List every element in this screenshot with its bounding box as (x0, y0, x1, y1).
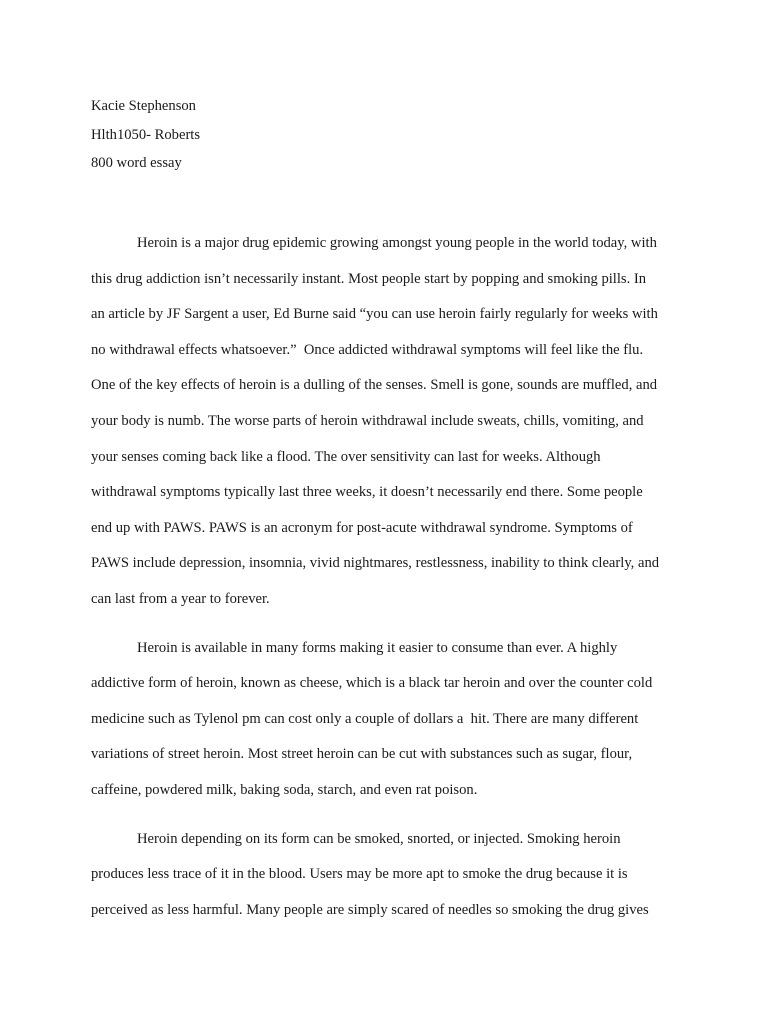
text-line: One of the key effects of heroin is a dulling of the senses. Smell is gone, sounds are muffled, and (91, 377, 658, 394)
text-line: Heroin is a major drug epidemic growing amongst young people in the world today, with (137, 235, 657, 251)
paragraph-1 (91, 233, 681, 625)
text-line: end up with PAWS. PAWS is an acronym for post-acute withdrawal syndrome. Symptoms of (91, 519, 633, 536)
text-line: Heroin is available in many forms making it easier to consume than ever. A highly (137, 639, 618, 656)
assignment-title: 800 word essay (91, 155, 182, 172)
text-line: medicine such as Tylenol pm can cost only a couple of dollars a hit. There are many different (91, 710, 639, 727)
text-line: variations of street heroin. Most street heroin can be cut with substances such as sugar, flour, (91, 746, 633, 763)
text-line: caffeine, powdered milk, baking soda, starch, and even rat poison. (91, 781, 478, 798)
text-line: Heroin depending on its form can be smoked, snorted, or injected. Smoking heroin (137, 830, 621, 847)
text-line: your senses coming back like a flood. The over sensitivity can last for weeks. Although (91, 448, 601, 465)
paragraph-3 (91, 829, 681, 936)
paragraph-2 (91, 638, 681, 816)
text-line: this drug addiction isn’t necessarily instant. Most people start by popping and smoking pills. In (91, 270, 647, 287)
text-line: your body is numb. The worse parts of heroin withdrawal include sweats, chills, vomiting, and (91, 412, 644, 429)
essay-body (91, 233, 681, 948)
essay-header (91, 92, 200, 178)
course-name: Hlth1050- Roberts (91, 126, 201, 143)
text-line: PAWS include depression, insomnia, vivid nightmares, restlessness, inability to think clearly, and (91, 555, 660, 572)
text-line: an article by JF Sargent a user, Ed Burne said “you can use heroin fairly regularly for weeks with (91, 306, 658, 323)
text-line: withdrawal symptoms typically last three weeks, it doesn’t necessarily end there. Some people (91, 484, 643, 501)
text-line: can last from a year to forever. (91, 590, 270, 607)
author-name: Kacie Stephenson (91, 98, 196, 114)
text-line: perceived as less harmful. Many people are simply scared of needles so smoking the drug gives (91, 901, 649, 918)
text-line: addictive form of heroin, known as cheese, which is a black tar heroin and over the counter cold (91, 675, 653, 692)
text-line: no withdrawal effects whatsoever.” Once addicted withdrawal symptoms will feel like the flu. (91, 341, 644, 358)
text-line: produces less trace of it in the blood. Users may be more apt to smoke the drug because it is (91, 866, 628, 883)
